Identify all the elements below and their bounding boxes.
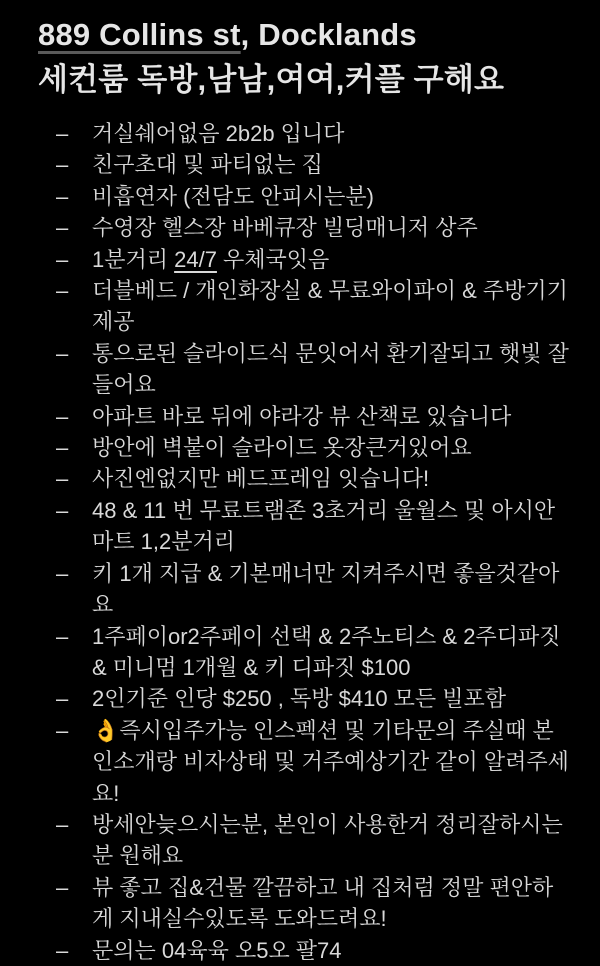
item-text: 방세안늦으시는분, 본인이 사용한거 정리잘하시는분 원해요 bbox=[92, 811, 563, 869]
listing-subtitle: 세컨룸 독방,남남,여여,커플 구해요 bbox=[38, 62, 505, 97]
item-text: 우체국잇음 bbox=[216, 246, 330, 272]
list-item bbox=[56, 244, 570, 275]
dash-bullet: – bbox=[56, 717, 69, 743]
list-item bbox=[56, 809, 570, 872]
dash-bullet: – bbox=[56, 183, 69, 209]
item-text: 문의는 04육육 오5오 팔74 bbox=[92, 937, 342, 963]
list-item bbox=[56, 401, 570, 432]
dash-bullet: – bbox=[56, 152, 69, 178]
item-text: 뷰 좋고 집&건물 깔끔하고 내 집처럼 정말 편안하게 지내실수있도록 도와드려요! bbox=[92, 874, 554, 932]
dash-bullet: – bbox=[56, 686, 69, 712]
dash-bullet: – bbox=[56, 278, 69, 304]
list-item bbox=[56, 935, 570, 966]
list-item bbox=[56, 149, 570, 180]
dash-bullet: – bbox=[56, 466, 69, 492]
item-text: 2인기준 인당 $250 , 독방 $410 모든 빌포함 bbox=[92, 686, 507, 712]
address-rest: , Docklands bbox=[240, 17, 417, 52]
list-item bbox=[56, 558, 570, 621]
page-title bbox=[38, 12, 570, 102]
list-item bbox=[56, 275, 570, 338]
item-text: 즉시입주가능 인스펙션 및 기타문의 주실때 본인소개랑 비자상태 및 거주예상기간 같이 알려주세요! bbox=[92, 717, 569, 806]
item-text: 키 1개 지급 & 기본매너만 지켜주시면 좋을것같아요 bbox=[92, 560, 560, 618]
list-item bbox=[56, 463, 570, 494]
list-item bbox=[56, 621, 570, 684]
dash-bullet: – bbox=[56, 560, 69, 586]
dash-bullet: – bbox=[56, 403, 69, 429]
dash-bullet: – bbox=[56, 937, 69, 963]
dash-bullet: – bbox=[56, 497, 69, 523]
list-item bbox=[56, 683, 570, 714]
list-item bbox=[56, 181, 570, 212]
list-item bbox=[56, 495, 570, 558]
dash-bullet: – bbox=[56, 121, 69, 146]
item-text: 사진엔없지만 베드프레임 잇습니다! bbox=[92, 466, 430, 492]
ok-hand-icon: 👌 bbox=[92, 717, 120, 743]
item-text: 친구초대 및 파티없는 집 bbox=[92, 152, 323, 178]
list-item bbox=[56, 212, 570, 243]
item-text: 아파트 바로 뒤에 야라강 뷰 산책로 있습니다 bbox=[92, 403, 512, 429]
item-text: 48 & 11 번 무료트램존 3초거리 울월스 및 아시안마트 1,2분거리 bbox=[92, 497, 556, 555]
item-text: 더블베드 / 개인화장실 & 무료와이파이 & 주방기기 제공 bbox=[92, 278, 568, 335]
dash-bullet: – bbox=[56, 874, 69, 900]
dash-bullet: – bbox=[56, 340, 69, 366]
list-item bbox=[56, 338, 570, 401]
dash-bullet: – bbox=[56, 811, 69, 837]
list-item bbox=[56, 432, 570, 463]
list-item bbox=[56, 715, 570, 809]
address-link[interactable]: 889 Collins st bbox=[38, 17, 241, 52]
dash-bullet: – bbox=[56, 215, 69, 241]
address-line bbox=[38, 12, 570, 57]
item-text: 거실쉐어없음 2b2b 입니다 bbox=[92, 121, 345, 146]
item-text: 통으로된 슬라이드식 문잇어서 환기잘되고 햇빛 잘들어요 bbox=[92, 340, 569, 398]
list-item bbox=[56, 118, 570, 149]
item-text: 1주페이or2주페이 선택 & 2주노티스 & 2주디파짓 & 미니멈 1개월 & 키 디파짓 $100 bbox=[92, 623, 561, 680]
listing-details bbox=[38, 118, 570, 966]
list-item bbox=[56, 872, 570, 935]
item-text: 비흡연자 (전담도 안피시는분) bbox=[92, 183, 374, 209]
dash-bullet: – bbox=[56, 246, 69, 272]
item-text[interactable]: 24/7 bbox=[174, 246, 217, 272]
dash-bullet: – bbox=[56, 623, 69, 649]
dash-bullet: – bbox=[56, 435, 69, 461]
item-text: 수영장 헬스장 바베큐장 빌딩매니저 상주 bbox=[92, 215, 478, 241]
item-text: 1분거리 bbox=[92, 246, 175, 272]
item-text: 방안에 벽붙이 슬라이드 옷장큰거있어요 bbox=[92, 435, 472, 461]
